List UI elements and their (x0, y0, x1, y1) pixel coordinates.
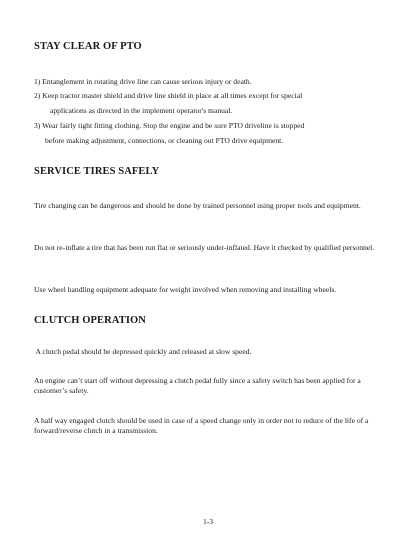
page-number: 1-3 (202, 517, 214, 526)
pto-item-2: 2) Keep tractor master shield and drive line shield in place at all times except for special (34, 91, 303, 100)
heading-stay-clear-of-pto: STAY CLEAR OF PTO (34, 41, 142, 52)
tires-paragraph-2: Do not re-inflate a tire that has been run flat or seriously under-inflated. Have it checked by qualified personnel. (34, 243, 375, 252)
clutch-paragraph-1: A clutch pedal should be depressed quickly and released at slow speed. (34, 347, 252, 356)
pto-item-3-continued: before making adjustment, connections, or cleaning out PTO drive equipment. (45, 136, 284, 145)
heading-service-tires-safely: SERVICE TIRES SAFELY (34, 166, 160, 177)
tires-paragraph-1: Tire changing can be dangerous and should be done by trained personnel using proper tools and equipment. (34, 201, 361, 210)
pto-item-3: 3) Wear fairly tight fitting clothing. Stop the engine and be sure PTO driveline is stopped (34, 121, 305, 130)
heading-clutch-operation: CLUTCH OPERATION (34, 315, 146, 326)
pto-item-2-continued: applications as directed in the implement operator's manual. (50, 106, 233, 115)
pto-item-1: 1) Entanglement in rotating drive line can cause serious injury or death. (34, 77, 252, 86)
tires-paragraph-3: Use wheel handling equipment adequate for weight involved when removing and installing wheels. (34, 285, 337, 294)
clutch-paragraph-2: An engine can’t start off without depressing a clutch pedal fully since a safety switch has been applied for a customer’s safety. (34, 376, 361, 395)
clutch-paragraph-3: A half way engaged clutch should be used in case of a speed change only in order not to reduce of the life of a forward/reverse clutch in a transmission. (34, 416, 369, 435)
